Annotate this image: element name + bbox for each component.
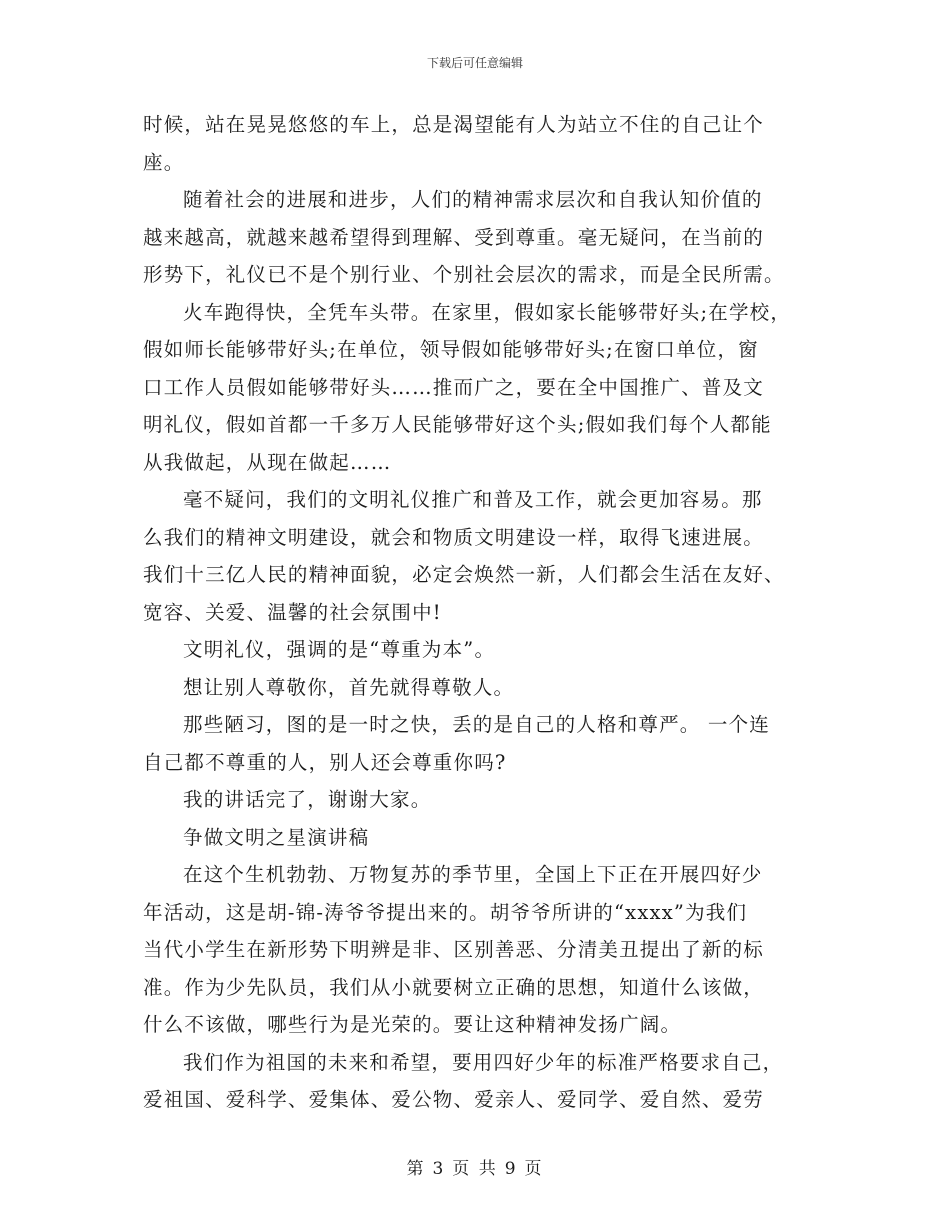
text-line: 火车跑得快，全凭车头带。在家里，假如家长能够带好头;在学校，: [183, 300, 792, 324]
text-line: 形势下，礼仪已不是个别行业、个别社会层次的需求，而是全民所需。: [143, 263, 785, 286]
text-line: 明礼仪，假如首都一千多万人民能够带好这个头;假如我们每个人都能: [143, 413, 772, 436]
text-line: 什么不该做，哪些行为是光荣的。要让这种精神发扬广阔。: [143, 1013, 682, 1036]
text-line: 从我做起，从现在做起……: [143, 450, 392, 474]
text-line: 越来越高，就越来越希望得到理解、受到尊重。毫无疑问，在当前的: [143, 225, 765, 249]
page-header: 下载后可任意编辑: [426, 56, 523, 70]
document-body: [143, 106, 807, 1119]
current-page-number: 3: [432, 1159, 446, 1179]
text-line: 自己都不尊重的人，别人还会尊重你吗?: [143, 750, 507, 774]
footer-suffix: 页: [524, 1159, 544, 1179]
text-line: 年活动，这是胡-锦-涛爷爷提出来的。胡爷爷所讲的“xxxx”为我们: [143, 900, 748, 924]
text-line: 那些陋习，图的是一时之快，丢的是自己的人格和尊严。 一个连: [183, 713, 770, 736]
page-footer: [0, 1154, 950, 1179]
text-line: 我们作为祖国的未来和希望，要用四好少年的标准严格要求自己，: [183, 1050, 784, 1074]
text-line: 口工作人员假如能够带好头……推而广之，要在全中国推广、普及文: [143, 375, 765, 399]
text-line: 随着社会的进展和进步，人们的精神需求层次和自我认知价值的: [183, 188, 763, 211]
text-line: 争做文明之星演讲稿: [183, 825, 370, 849]
text-line: 假如师长能够带好头;在单位，领导假如能够带好头;在窗口单位，窗: [143, 338, 759, 361]
total-pages-number: 9: [504, 1159, 518, 1179]
text-line: 文明礼仪，强调的是“尊重为本”。: [183, 638, 496, 661]
text-line: 当代小学生在新形势下明辨是非、区别善恶、分清美丑提出了新的标: [143, 938, 765, 961]
text-line: 毫不疑问，我们的文明礼仪推广和普及工作，就会更加容易。那: [183, 488, 763, 511]
text-line: 座。: [143, 150, 185, 174]
text-line: 宽容、关爱、温馨的社会氛围中!: [143, 600, 442, 624]
text-line: 在这个生机勃勃、万物复苏的季节里，全国上下正在开展四好少: [183, 863, 763, 886]
text-line: 爱祖国、爱科学、爱集体、爱公物、爱亲人、爱同学、爱自然、爱劳: [143, 1088, 765, 1111]
text-line: 时候，站在晃晃悠悠的车上，总是渴望能有人为站立不住的自己让个: [143, 113, 765, 136]
footer-prefix: 第: [406, 1159, 426, 1179]
text-line: 想让别人尊敬你，首先就得尊敬人。: [183, 675, 515, 699]
text-line: 么我们的精神文明建设，就会和物质文明建设一样，取得飞速进展。: [143, 525, 765, 549]
footer-middle: 页 共: [452, 1159, 498, 1179]
text-line: 我们十三亿人民的精神面貌，必定会焕然一新，人们都会生活在友好、: [143, 563, 785, 586]
text-line: 准。作为少先队员，我们从小就要树立正确的思想，知道什么该做，: [143, 975, 765, 999]
text-line: 我的讲话完了，谢谢大家。: [183, 788, 432, 811]
